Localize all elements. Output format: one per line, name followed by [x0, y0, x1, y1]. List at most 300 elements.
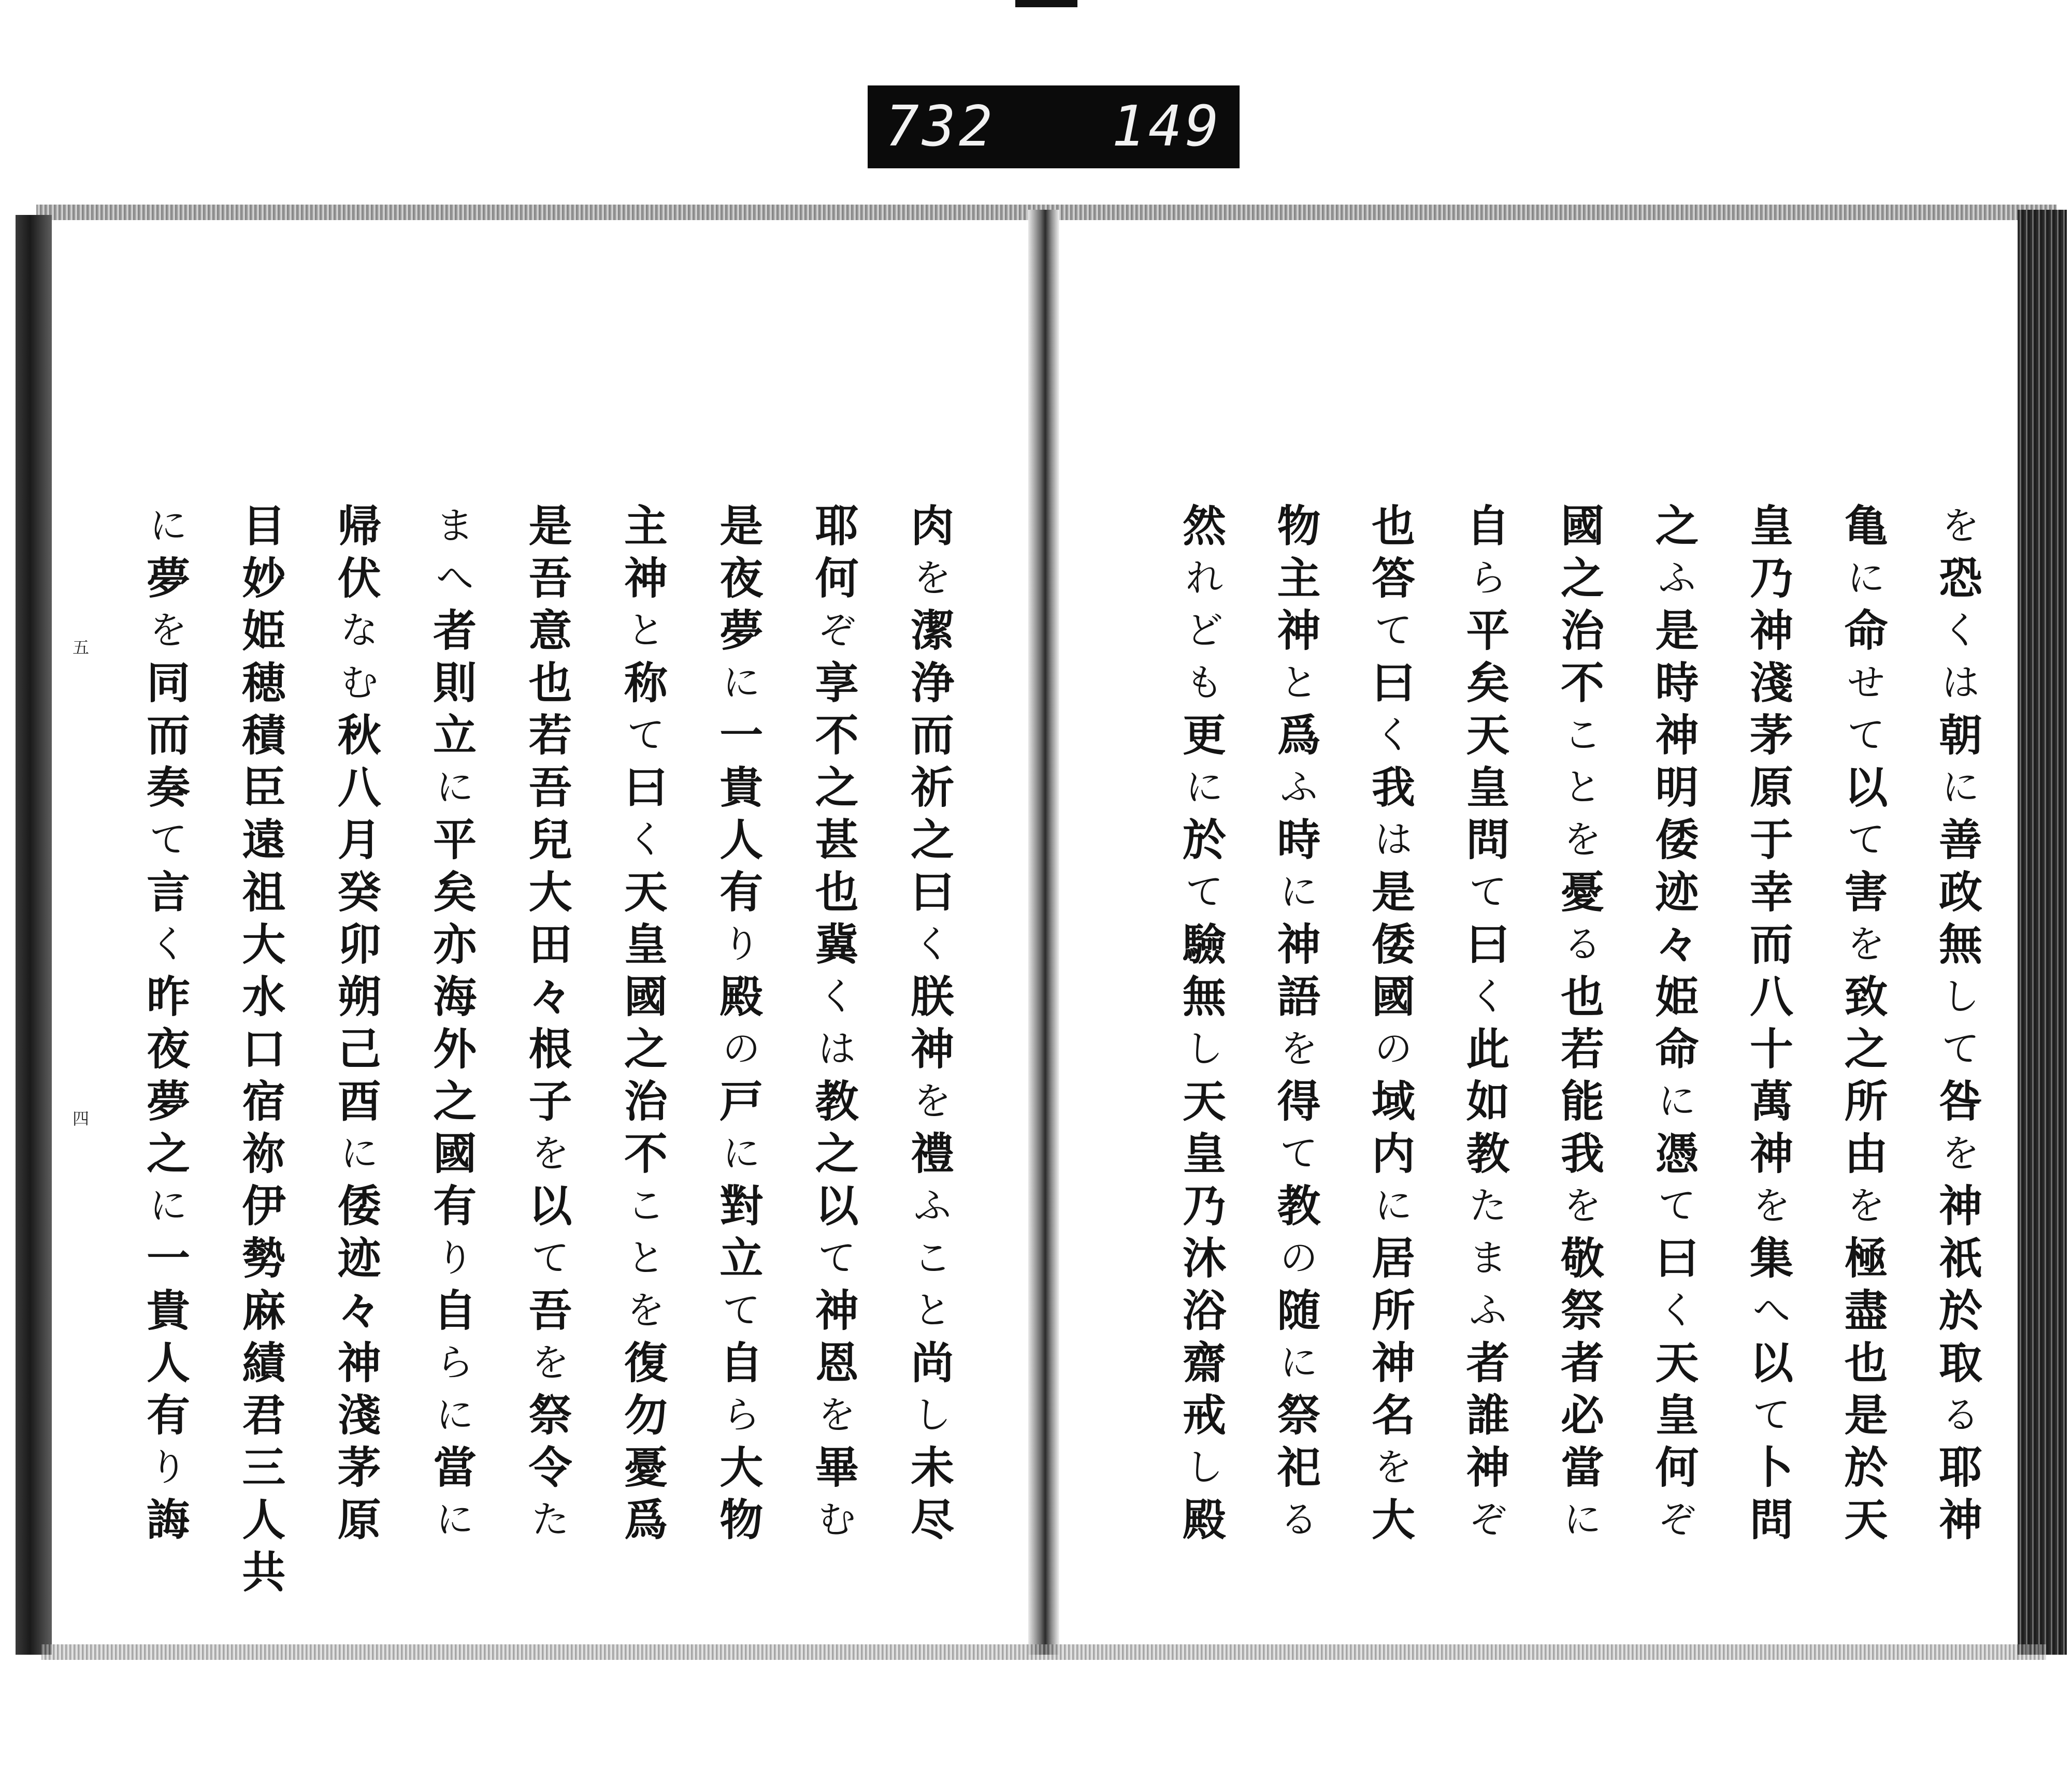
glyph: 意: [528, 605, 572, 656]
glyph: 恩: [815, 1337, 859, 1389]
glyph: 我: [1560, 1128, 1604, 1179]
glyph: く: [1658, 1289, 1696, 1332]
glyph: 也: [528, 657, 572, 708]
right-page-text-column: [1178, 500, 1230, 1546]
glyph: 物: [1277, 500, 1321, 552]
glyph: 有: [433, 1180, 477, 1232]
glyph: 問: [1466, 814, 1510, 865]
glyph: 不: [1560, 657, 1604, 708]
glyph: 明: [1655, 762, 1699, 813]
glyph: 矣: [1466, 657, 1510, 708]
glyph: 之: [624, 1023, 668, 1075]
glyph: 而: [1749, 919, 1793, 970]
glyph: 爲: [1277, 710, 1321, 761]
right-page-text-column: [1368, 500, 1419, 1546]
glyph: 未: [910, 1442, 954, 1493]
glyph: 於: [1182, 814, 1226, 865]
glyph: 人: [242, 1494, 286, 1545]
glyph: 盡: [1844, 1285, 1888, 1336]
glyph: む: [818, 1498, 856, 1541]
glyph: 治: [1560, 605, 1604, 656]
glyph: 祢: [242, 1128, 286, 1179]
glyph: く: [1374, 713, 1412, 757]
glyph: 神: [815, 1285, 859, 1336]
glyph: 是: [528, 500, 572, 552]
glyph: ま: [436, 504, 474, 547]
glyph: を: [1752, 1184, 1790, 1227]
glyph: に: [723, 661, 760, 704]
glyph: 神: [1371, 1337, 1415, 1389]
glyph: 以: [1844, 762, 1888, 813]
glyph: 尚: [910, 1337, 954, 1389]
glyph: こ: [627, 1184, 665, 1227]
glyph: 己: [337, 1023, 381, 1075]
glyph: て: [627, 713, 665, 757]
glyph: 目: [242, 500, 286, 552]
glyph: 集: [1749, 1233, 1793, 1284]
left-page-text-column: [429, 500, 481, 1546]
glyph: ぞ: [818, 609, 856, 652]
glyph: た: [531, 1498, 569, 1541]
glyph: 是: [1371, 866, 1415, 918]
glyph: 迹: [1655, 866, 1699, 918]
glyph: 復: [624, 1337, 668, 1389]
glyph: に: [1941, 765, 1979, 809]
glyph: 神: [1749, 605, 1793, 656]
glyph: 享: [815, 657, 859, 708]
glyph: は: [1374, 818, 1412, 861]
glyph: 幸: [1749, 866, 1793, 918]
glyph: を: [531, 1132, 569, 1175]
glyph: 秋: [337, 710, 381, 761]
glyph: 自: [433, 1285, 477, 1336]
glyph: 皇: [1182, 1128, 1226, 1179]
glyph: 貴: [146, 1285, 190, 1336]
open-book: [16, 205, 2067, 1660]
glyph: 亦: [433, 919, 477, 970]
glyph: に: [436, 1498, 474, 1541]
glyph: 水: [242, 971, 286, 1022]
glyph: 夜: [720, 553, 764, 604]
glyph: と: [1563, 765, 1601, 809]
right-page-text-column: [1935, 500, 1987, 1546]
glyph: に: [1374, 1184, 1412, 1227]
glyph: 當: [433, 1442, 477, 1493]
right-page-text-column: [1840, 500, 1892, 1546]
glyph: 國: [1371, 971, 1415, 1022]
glyph: 平: [1466, 605, 1510, 656]
glyph: 々: [1655, 919, 1699, 970]
glyph: て: [723, 1289, 760, 1332]
left-page-text-column: [334, 500, 385, 1546]
glyph: に: [1658, 1079, 1696, 1123]
glyph: て: [1658, 1184, 1696, 1227]
glyph: し: [1941, 975, 1979, 1018]
glyph: 遠: [242, 814, 286, 865]
glyph: 一: [146, 1233, 190, 1284]
glyph: 問: [1749, 1494, 1793, 1545]
right-page-text-column: [1746, 500, 1797, 1546]
glyph: 害: [1844, 866, 1888, 918]
glyph: 殿: [720, 971, 764, 1022]
glyph: を: [1563, 818, 1601, 861]
glyph: 敬: [1560, 1233, 1604, 1284]
glyph: ら: [723, 1393, 760, 1437]
top-edge-mark: [1015, 0, 1077, 7]
glyph: 麻: [242, 1285, 286, 1336]
glyph: 人: [720, 814, 764, 865]
glyph: 夢: [146, 1076, 190, 1127]
glyph: く: [1941, 609, 1979, 652]
glyph: 神: [337, 1337, 381, 1389]
glyph: 者: [433, 605, 477, 656]
glyph: 驗: [1182, 919, 1226, 970]
glyph: 穂: [242, 657, 286, 708]
glyph: 夢: [146, 553, 190, 604]
glyph: 也: [815, 866, 859, 918]
glyph: 卜: [1749, 1442, 1793, 1493]
glyph: 也: [1844, 1337, 1888, 1389]
glyph: 績: [242, 1337, 286, 1389]
glyph: 言: [146, 866, 190, 918]
glyph: 月: [337, 814, 381, 865]
glyph: 姫: [1655, 971, 1699, 1022]
glyph: 若: [1560, 1023, 1604, 1075]
glyph: 田: [528, 919, 572, 970]
glyph: 淺: [1749, 657, 1793, 708]
glyph: 能: [1560, 1076, 1604, 1127]
glyph: 神: [1938, 1180, 1982, 1232]
right-page-text-column: [1462, 500, 1514, 1546]
glyph: 八: [1749, 971, 1793, 1022]
glyph: を: [531, 1341, 569, 1384]
glyph: 伏: [337, 553, 381, 604]
glyph: 天: [1844, 1494, 1888, 1545]
glyph: 必: [1560, 1390, 1604, 1441]
glyph: 取: [1938, 1337, 1982, 1389]
glyph: 得: [1277, 1076, 1321, 1127]
glyph: り: [149, 1445, 187, 1489]
glyph: ら: [436, 1341, 474, 1384]
glyph: に: [149, 504, 187, 547]
glyph: く: [818, 975, 856, 1018]
left-page-text-column: [811, 500, 863, 1546]
glyph: 善: [1938, 814, 1982, 865]
glyph: 勿: [624, 1390, 668, 1441]
right-page: [1059, 225, 2018, 1644]
glyph: 祈: [910, 762, 954, 813]
glyph: 曰: [1466, 919, 1510, 970]
glyph: と: [913, 1289, 951, 1332]
glyph: 天: [1466, 710, 1510, 761]
left-page: [52, 225, 1028, 1644]
glyph: 迹: [337, 1233, 381, 1284]
glyph: 皇: [624, 919, 668, 970]
glyph: 爲: [624, 1494, 668, 1545]
glyph: 語: [1277, 971, 1321, 1022]
glyph: く: [913, 922, 951, 966]
glyph: 大: [720, 1442, 764, 1493]
left-page-text-column: [715, 500, 767, 1546]
glyph: 而: [910, 710, 954, 761]
glyph: 曰: [1371, 657, 1415, 708]
glyph: む: [340, 661, 378, 704]
glyph: 浴: [1182, 1285, 1226, 1336]
right-page-text-column: [1557, 500, 1608, 1546]
glyph: に: [436, 765, 474, 809]
glyph: 如: [1466, 1076, 1510, 1127]
glyph: 三: [242, 1442, 286, 1493]
glyph: 祀: [1277, 1442, 1321, 1493]
glyph: 朝: [1938, 710, 1982, 761]
glyph: ふ: [913, 1184, 951, 1227]
folio-lower: 四: [73, 1109, 90, 1129]
glyph: 皇: [1655, 1390, 1699, 1441]
glyph: 夢: [720, 605, 764, 656]
glyph: 時: [1655, 657, 1699, 708]
glyph: 誰: [1466, 1390, 1510, 1441]
glyph: 立: [720, 1233, 764, 1284]
glyph: 由: [1844, 1128, 1888, 1179]
glyph: り: [723, 922, 760, 966]
glyph: 無: [1938, 919, 1982, 970]
glyph: に: [1280, 1341, 1318, 1384]
glyph: 有: [720, 866, 764, 918]
glyph: 主: [624, 500, 668, 552]
glyph: 皇: [1466, 762, 1510, 813]
glyph: 自: [720, 1337, 764, 1389]
glyph: て: [1185, 870, 1223, 914]
glyph: 之: [815, 762, 859, 813]
glyph: 尽: [910, 1494, 954, 1545]
glyph: 酉: [337, 1076, 381, 1127]
glyph: た: [1469, 1184, 1507, 1227]
glyph: 祭: [1560, 1285, 1604, 1336]
glyph: 物: [720, 1494, 764, 1545]
glyph: 曰: [624, 762, 668, 813]
glyph: を: [1847, 1184, 1885, 1227]
glyph: せ: [1847, 661, 1885, 704]
glyph: は: [818, 1027, 856, 1071]
glyph: に: [436, 1393, 474, 1437]
glyph: 無: [1182, 971, 1226, 1022]
glyph: 神: [1466, 1442, 1510, 1493]
glyph: 國: [1560, 500, 1604, 552]
glyph: 沐: [1182, 1233, 1226, 1284]
glyph: 以: [528, 1180, 572, 1232]
glyph: し: [1185, 1027, 1223, 1071]
glyph: 所: [1371, 1285, 1415, 1336]
glyph: ら: [1469, 556, 1507, 600]
glyph: 神: [1655, 710, 1699, 761]
glyph: 天: [1182, 1076, 1226, 1127]
glyph: 倭: [1371, 919, 1415, 970]
glyph: 兒: [528, 814, 572, 865]
glyph: 夜: [146, 1023, 190, 1075]
glyph: 十: [1749, 1023, 1793, 1075]
glyph: 以: [1749, 1337, 1793, 1389]
glyph: 何: [1655, 1442, 1699, 1493]
glyph: 吾: [528, 1285, 572, 1336]
glyph: に: [149, 1184, 187, 1227]
glyph: 伊: [242, 1180, 286, 1232]
glyph: 妙: [242, 553, 286, 604]
glyph: 奏: [146, 762, 190, 813]
glyph: を: [818, 1393, 856, 1437]
glyph: と: [627, 609, 665, 652]
glyph: 子: [528, 1076, 572, 1127]
glyph: も: [1185, 661, 1223, 704]
archive-id-right: 149: [1111, 94, 1222, 159]
book-bottom-edge: [41, 1644, 2046, 1660]
glyph: く: [627, 818, 665, 861]
glyph: 朕: [910, 971, 954, 1022]
glyph: 原: [1749, 762, 1793, 813]
glyph: 曰: [910, 866, 954, 918]
glyph: 令: [528, 1442, 572, 1493]
glyph: 立: [433, 710, 477, 761]
glyph: 自: [1466, 500, 1510, 552]
glyph: 祭: [1277, 1390, 1321, 1441]
glyph: 戒: [1182, 1390, 1226, 1441]
left-page-text-column: [620, 500, 672, 1546]
glyph: を: [913, 1079, 951, 1123]
glyph: を: [149, 609, 187, 652]
glyph: 姫: [242, 605, 286, 656]
glyph: 卯: [337, 919, 381, 970]
glyph: 不: [624, 1128, 668, 1179]
glyph: 若: [528, 710, 572, 761]
glyph: 冀: [815, 919, 859, 970]
glyph: 之: [433, 1076, 477, 1127]
glyph: 之: [815, 1128, 859, 1179]
glyph: し: [913, 1393, 951, 1437]
glyph: 倭: [1655, 814, 1699, 865]
archive-id-label: [868, 85, 1240, 168]
glyph: 居: [1371, 1233, 1415, 1284]
glyph: 于: [1749, 814, 1793, 865]
glyph: 積: [242, 710, 286, 761]
right-page-text-column: [1273, 500, 1325, 1546]
glyph: 海: [433, 971, 477, 1022]
left-page-text-column: [906, 500, 958, 1546]
glyph: 也: [1371, 500, 1415, 552]
glyph: 殿: [1182, 1494, 1226, 1545]
glyph: 於: [1844, 1442, 1888, 1493]
glyph: 々: [337, 1285, 381, 1336]
glyph: 大: [1371, 1494, 1415, 1545]
glyph: 神: [1749, 1128, 1793, 1179]
glyph: ぞ: [1658, 1498, 1696, 1541]
glyph: 倭: [337, 1180, 381, 1232]
glyph: 之: [1655, 500, 1699, 552]
glyph: 何: [815, 553, 859, 604]
glyph: に: [1280, 870, 1318, 914]
glyph: り: [436, 1236, 474, 1280]
book-left-edge: [16, 215, 52, 1655]
glyph: 平: [433, 814, 477, 865]
glyph: 臣: [242, 762, 286, 813]
glyph: な: [340, 609, 378, 652]
glyph: 戸: [720, 1076, 764, 1127]
glyph: る: [1280, 1498, 1318, 1541]
glyph: 天: [624, 866, 668, 918]
glyph: を: [1941, 1132, 1979, 1175]
left-page-text-column: [525, 500, 577, 1546]
glyph: 齋: [1182, 1337, 1226, 1389]
glyph: 肉: [910, 500, 954, 552]
left-page-text-column: [238, 500, 290, 1598]
glyph: に: [723, 1132, 760, 1175]
glyph: 神: [910, 1023, 954, 1075]
glyph: 神: [624, 553, 668, 604]
glyph: 勢: [242, 1233, 286, 1284]
glyph: 對: [720, 1180, 764, 1232]
glyph: 君: [242, 1390, 286, 1441]
right-page-text-column: [1651, 500, 1703, 1546]
glyph: 禮: [910, 1128, 954, 1179]
glyph: 外: [433, 1023, 477, 1075]
glyph: は: [1941, 661, 1979, 704]
glyph: く: [1469, 975, 1507, 1018]
glyph: を: [1563, 1184, 1601, 1227]
glyph: 此: [1466, 1023, 1510, 1075]
glyph: 名: [1371, 1390, 1415, 1441]
glyph: 主: [1277, 553, 1321, 604]
glyph: ふ: [1658, 556, 1696, 600]
glyph: 命: [1655, 1023, 1699, 1075]
glyph: を: [627, 1289, 665, 1332]
glyph: 憂: [1560, 866, 1604, 918]
glyph: 大: [242, 919, 286, 970]
glyph: を: [913, 556, 951, 600]
glyph: 不: [815, 710, 859, 761]
glyph: 吾: [528, 553, 572, 604]
glyph: 神: [1277, 919, 1321, 970]
glyph: 而: [146, 710, 190, 761]
glyph: ま: [1469, 1236, 1507, 1280]
glyph: を: [1847, 922, 1885, 966]
glyph: 浄: [910, 657, 954, 708]
glyph: 命: [1844, 605, 1888, 656]
book-gutter: [1028, 210, 1059, 1655]
glyph: 根: [528, 1023, 572, 1075]
glyph: 乃: [1749, 553, 1793, 604]
glyph: 致: [1844, 971, 1888, 1022]
glyph: へ: [1752, 1289, 1790, 1332]
glyph: 則: [433, 657, 477, 708]
glyph: 祇: [1938, 1233, 1982, 1284]
glyph: に: [1563, 1498, 1601, 1541]
glyph: ぞ: [1469, 1498, 1507, 1541]
glyph: 咎: [1938, 1076, 1982, 1127]
glyph: を: [1941, 504, 1979, 547]
glyph: て: [1374, 609, 1412, 652]
glyph: 八: [337, 762, 381, 813]
glyph: て: [1280, 1132, 1318, 1175]
glyph: 畢: [815, 1442, 859, 1493]
glyph: 於: [1938, 1285, 1982, 1336]
glyph: 憑: [1655, 1128, 1699, 1179]
glyph: 称: [624, 657, 668, 708]
glyph: 誨: [146, 1494, 190, 1545]
glyph: て: [1469, 870, 1507, 914]
glyph: 朔: [337, 971, 381, 1022]
glyph: 時: [1277, 814, 1321, 865]
glyph: 神: [1938, 1494, 1982, 1545]
glyph: ど: [1185, 609, 1223, 652]
glyph: 是: [1655, 605, 1699, 656]
